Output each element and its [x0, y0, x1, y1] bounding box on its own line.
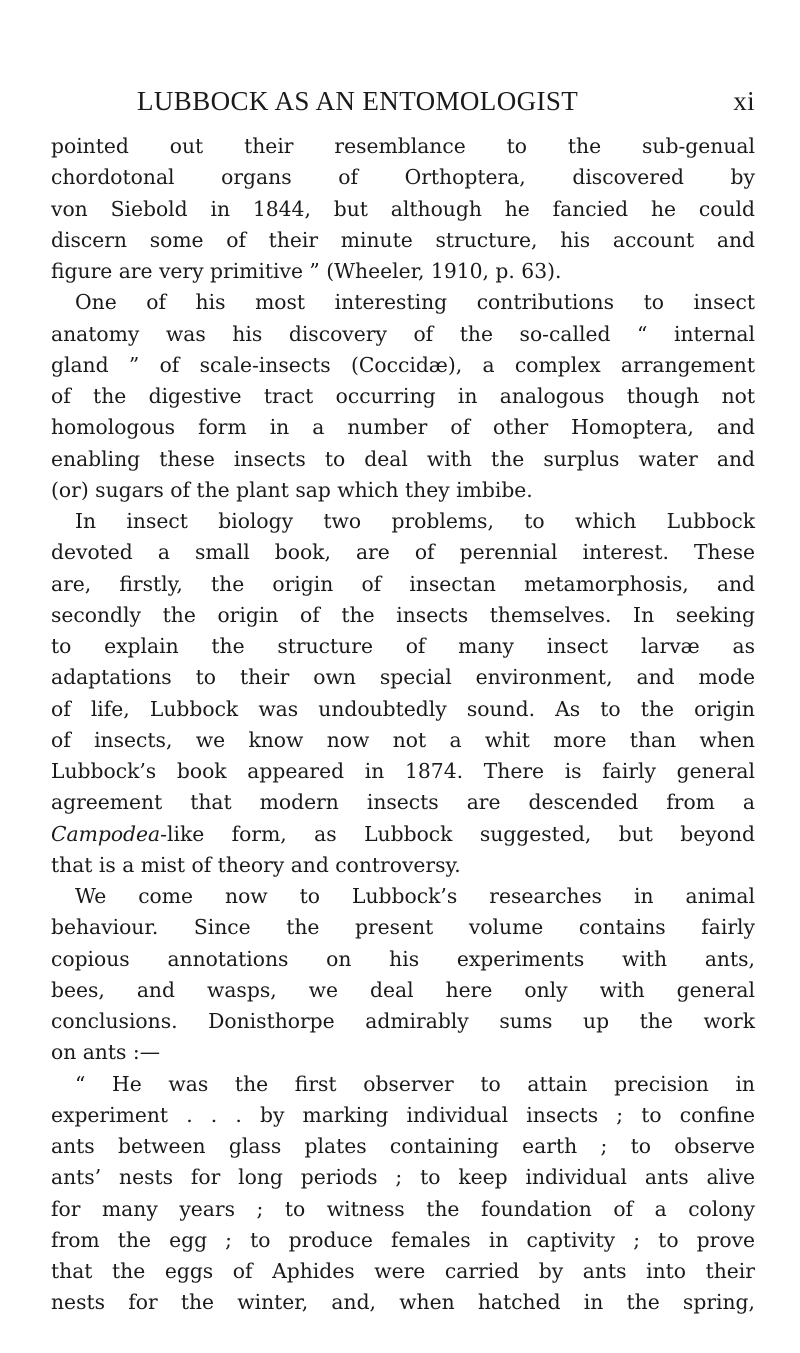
text-line: von Siebold in 1844, but although he fancied he could [51, 196, 755, 221]
text-line: Lubbock’s book appeared in 1874. There is fairly general [51, 759, 755, 783]
text-line: to explain the structure of many insect larvæ as [51, 634, 755, 658]
text-line: are, firstly, the origin of insectan metamorphosis, and [51, 571, 755, 596]
text-line-rest: -like form, as Lubbock suggested, but beyond [160, 821, 755, 846]
text-line: on ants :— [51, 1040, 160, 1065]
text-line: bees, and wasps, we deal here only with general [51, 977, 755, 1002]
paragraph-start-line: We come now to Lubbock’s researches in animal [75, 884, 755, 908]
body-text [51, 131, 755, 1319]
text-line: experiment . . . by marking individual insects ; to confine [51, 1102, 755, 1127]
paragraph-start-line: In insect biology two problems, to which Lubbock [75, 509, 755, 533]
text-line [51, 819, 755, 850]
text-line: for many years ; to witness the foundation of a colony [51, 1196, 755, 1221]
text-line: discern some of their minute structure, his account and [51, 227, 755, 252]
text-line: chordotonal organs of Orthoptera, discovered by [51, 165, 755, 190]
text-line: copious annotations on his experiments with ants, [51, 946, 755, 971]
text-line: ants between glass plates containing earth ; to observe [51, 1134, 755, 1158]
text-line: that the eggs of Aphides were carried by ants into their [51, 1259, 755, 1283]
text-line: ants’ nests for long periods ; to keep individual ants alive [51, 1165, 755, 1190]
text-line: of life, Lubbock was undoubtedly sound. As to the origin [51, 696, 755, 721]
text-line: pointed out their resemblance to the sub-genual [51, 134, 755, 158]
text-line: behaviour. Since the present volume contains fairly [51, 915, 755, 940]
text-line: anatomy was his discovery of the so-called “ internal [51, 321, 755, 346]
page-number: xi [733, 86, 755, 116]
text-line: gland ” of scale-insects (Coccidæ), a complex arrangement [51, 352, 755, 377]
text-line: agreement that modern insects are descended from a [51, 790, 755, 815]
text-line: homologous form in a number of other Homoptera, and [51, 415, 755, 440]
text-line: that is a mist of theory and controversy. [51, 852, 461, 877]
text-line: figure are very primitive ” (Wheeler, 1910, p. 63). [51, 259, 562, 283]
text-line: enabling these insects to deal with the surplus water and [51, 446, 755, 471]
text-line: conclusions. Donisthorpe admirably sums up the work [51, 1009, 755, 1033]
text-line: nests for the winter, and, when hatched in the spring, [51, 1290, 755, 1315]
quotation-start-line: “ He was the first observer to attain precision in [75, 1071, 755, 1096]
italic-taxon: Campodea [51, 821, 161, 846]
text-line: of the digestive tract occurring in analogous though not [51, 384, 755, 408]
text-line: from the egg ; to produce females in captivity ; to prove [51, 1227, 755, 1252]
running-head [51, 86, 755, 122]
text-line: devoted a small book, are of perennial interest. These [51, 540, 755, 565]
text-line: secondly the origin of the insects themselves. In seeking [51, 602, 755, 627]
paragraph-start-line: One of his most interesting contributions to insect [75, 290, 755, 315]
text-line: (or) sugars of the plant sap which they imbibe. [51, 477, 533, 502]
running-title: LUBBOCK AS AN ENTOMOLOGIST [137, 86, 579, 116]
text-line: adaptations to their own special environment, and mode [51, 665, 755, 690]
text-line: of insects, we know now not a whit more than when [51, 727, 755, 752]
